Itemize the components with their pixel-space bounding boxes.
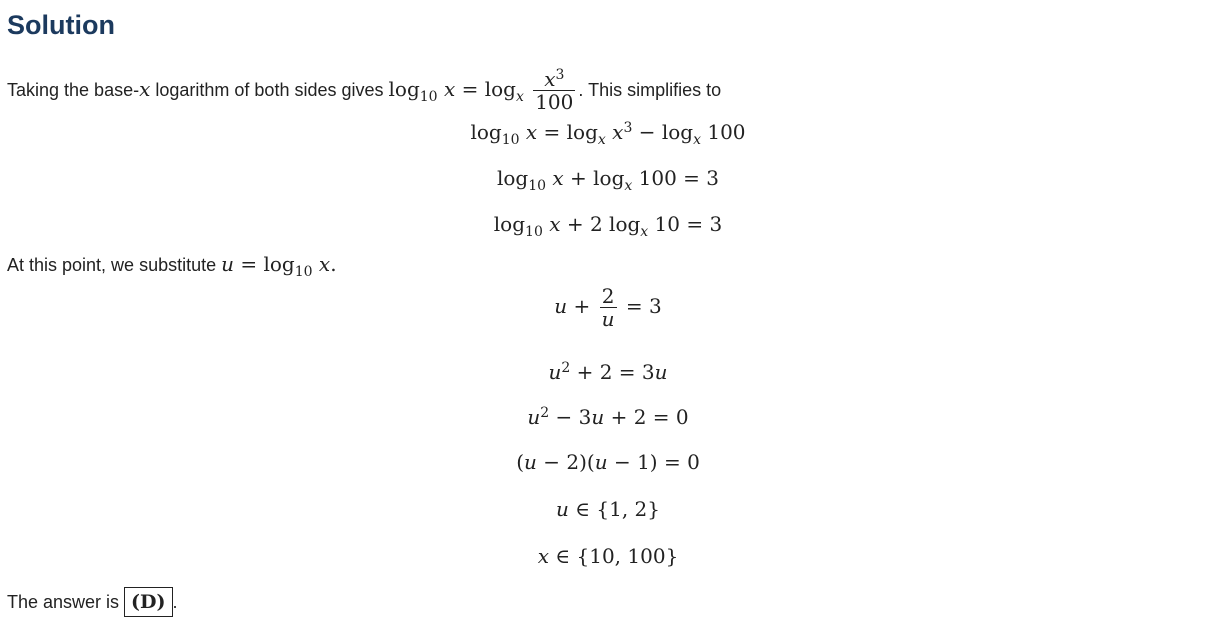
answer-prefix: The answer is — [7, 592, 125, 612]
substitute-text: At this point, we substitute — [7, 255, 222, 275]
intro-equation: $\log_{10} x = \log_x$ $\frac{x^3}{100}$ — [388, 67, 574, 115]
equation-line-6: $u^2 - 3u + 2 = 0$ — [527, 405, 689, 429]
substitute-equation: $u = \log_{10} x$. — [221, 252, 337, 280]
intro-text-2: logarithm of both sides gives — [150, 80, 389, 101]
answer-paragraph — [7, 587, 178, 617]
equation-line-1: $\log_{10} x = \log_x x^3 - \log_x 100$ — [470, 120, 746, 148]
equation-line-3: $\log_{10} x + 2$ $\log_x 10 = 3$ — [493, 212, 723, 240]
answer-suffix: . — [172, 592, 178, 612]
equation-line-2: $\log_{10} x + \log_x 100 = 3$ — [496, 166, 720, 194]
equation-line-4: u + $\frac{2}{u}$ = 3 — [554, 284, 662, 331]
intro-text: Taking the base- — [7, 80, 140, 101]
substitute-paragraph — [7, 252, 337, 279]
equation-line-9: x ∈ {10, 100} — [537, 544, 679, 568]
intro-paragraph — [7, 68, 721, 113]
math-variable: x — [139, 77, 151, 102]
equation-line-8: u ∈ {1, 2} — [555, 497, 661, 521]
equation-line-7: (u − 2)(u − 1) = 0 — [516, 450, 700, 474]
equation-line-5: $u^2 + 2 = 3u$ — [548, 360, 668, 384]
page-title: Solution — [7, 10, 115, 40]
answer-box: (D) — [124, 587, 172, 617]
intro-text-3: . This simplifies to — [578, 80, 722, 101]
